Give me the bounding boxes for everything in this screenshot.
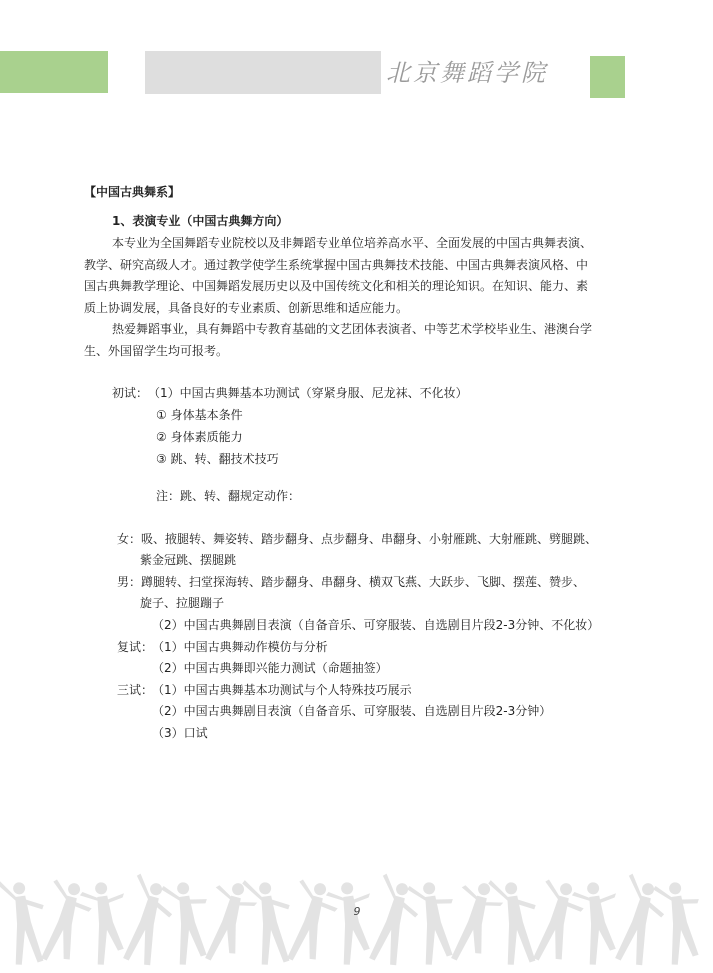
applicant-line: 生、外国留学生均可报考。	[84, 344, 229, 358]
intro-line: 本专业为全国舞蹈专业院校以及非舞蹈专业单位培养高水平、全面发展的中国古典舞表演、	[112, 236, 593, 250]
dancer-silhouette	[33, 878, 97, 968]
male-moves-line: 旋子、拉腿蹦子	[140, 596, 225, 610]
page-number: 9	[353, 905, 361, 918]
third-round-item-3: （3）口试	[152, 726, 208, 740]
intro-line: 教学、研究高级人才。通过教学使学生系统掌握中国古典舞技术技能、中国古典舞表演风格、中	[84, 258, 589, 272]
first-round-sub-item: ③ 跳、转、翻技术技巧	[156, 452, 279, 466]
dancer-silhouette	[279, 878, 343, 968]
required-moves-note: 注：跳、转、翻规定动作：	[156, 489, 301, 503]
dancer-silhouette	[115, 873, 180, 968]
third-round-item-2: （2）中国古典舞剧目表演（自备音乐、可穿服装、自选剧目片段2-3分钟）	[152, 704, 552, 718]
first-round-label: 初试：	[112, 386, 149, 400]
dancer-silhouettes-decoration	[0, 868, 713, 968]
dancer-silhouette	[607, 873, 672, 968]
dancer-silhouette	[488, 874, 544, 966]
male-moves-line: 男：蹲腿转、扫堂探海转、踏步翻身、串翻身、横双飞燕、大跃步、飞脚、摆莲、赞步、	[117, 575, 586, 589]
second-round-label: 复试：	[117, 640, 154, 654]
first-round-item-2: （2）中国古典舞剧目表演（自备音乐、可穿服装、自选剧目片段2-3分钟、不化妆）	[152, 618, 600, 632]
first-round-item-1: （1）中国古典舞基本功测试（穿紧身服、尼龙袜、不化妆）	[148, 386, 468, 400]
dancer-silhouette	[653, 879, 708, 966]
dancer-silhouette	[242, 874, 298, 966]
female-moves-line: 女：吸、掖腿转、舞姿转、踏步翻身、点步翻身、串翻身、小射雁跳、大射雁跳、劈腿跳、	[117, 532, 598, 546]
first-round-sub-item: ① 身体基本条件	[156, 408, 243, 422]
school-logo-text: 北京舞蹈学院	[386, 59, 548, 87]
dancer-silhouette	[525, 878, 589, 968]
second-round-item-2: （2）中国古典舞即兴能力测试（命题抽签）	[152, 661, 388, 675]
third-round-label: 三试：	[117, 683, 154, 697]
dancer-silhouette	[361, 873, 426, 968]
major-heading: 1、表演专业（中国古典舞方向）	[112, 214, 289, 228]
intro-line: 国古典舞教学理论、中国舞蹈发展历史以及中国传统文化和相关的理论知识。在知识、能力、素	[84, 279, 589, 293]
third-round-item-1: （1）中国古典舞基本功测试与个人特殊技巧展示	[152, 683, 412, 697]
intro-line: 质上协调发展，具备良好的专业素质、创新思维和适应能力。	[84, 301, 409, 315]
applicant-line: 热爱舞蹈事业，具有舞蹈中专教育基础的文艺团体表演者、中等艺术学校毕业生、港澳台学	[112, 322, 593, 336]
second-round-item-1: （1）中国古典舞动作模仿与分析	[152, 640, 328, 654]
department-heading: 【中国古典舞系】	[84, 185, 181, 199]
first-round-sub-item: ② 身体素质能力	[156, 430, 243, 444]
female-moves-line: 紫金冠跳、摆腿跳	[140, 553, 237, 567]
